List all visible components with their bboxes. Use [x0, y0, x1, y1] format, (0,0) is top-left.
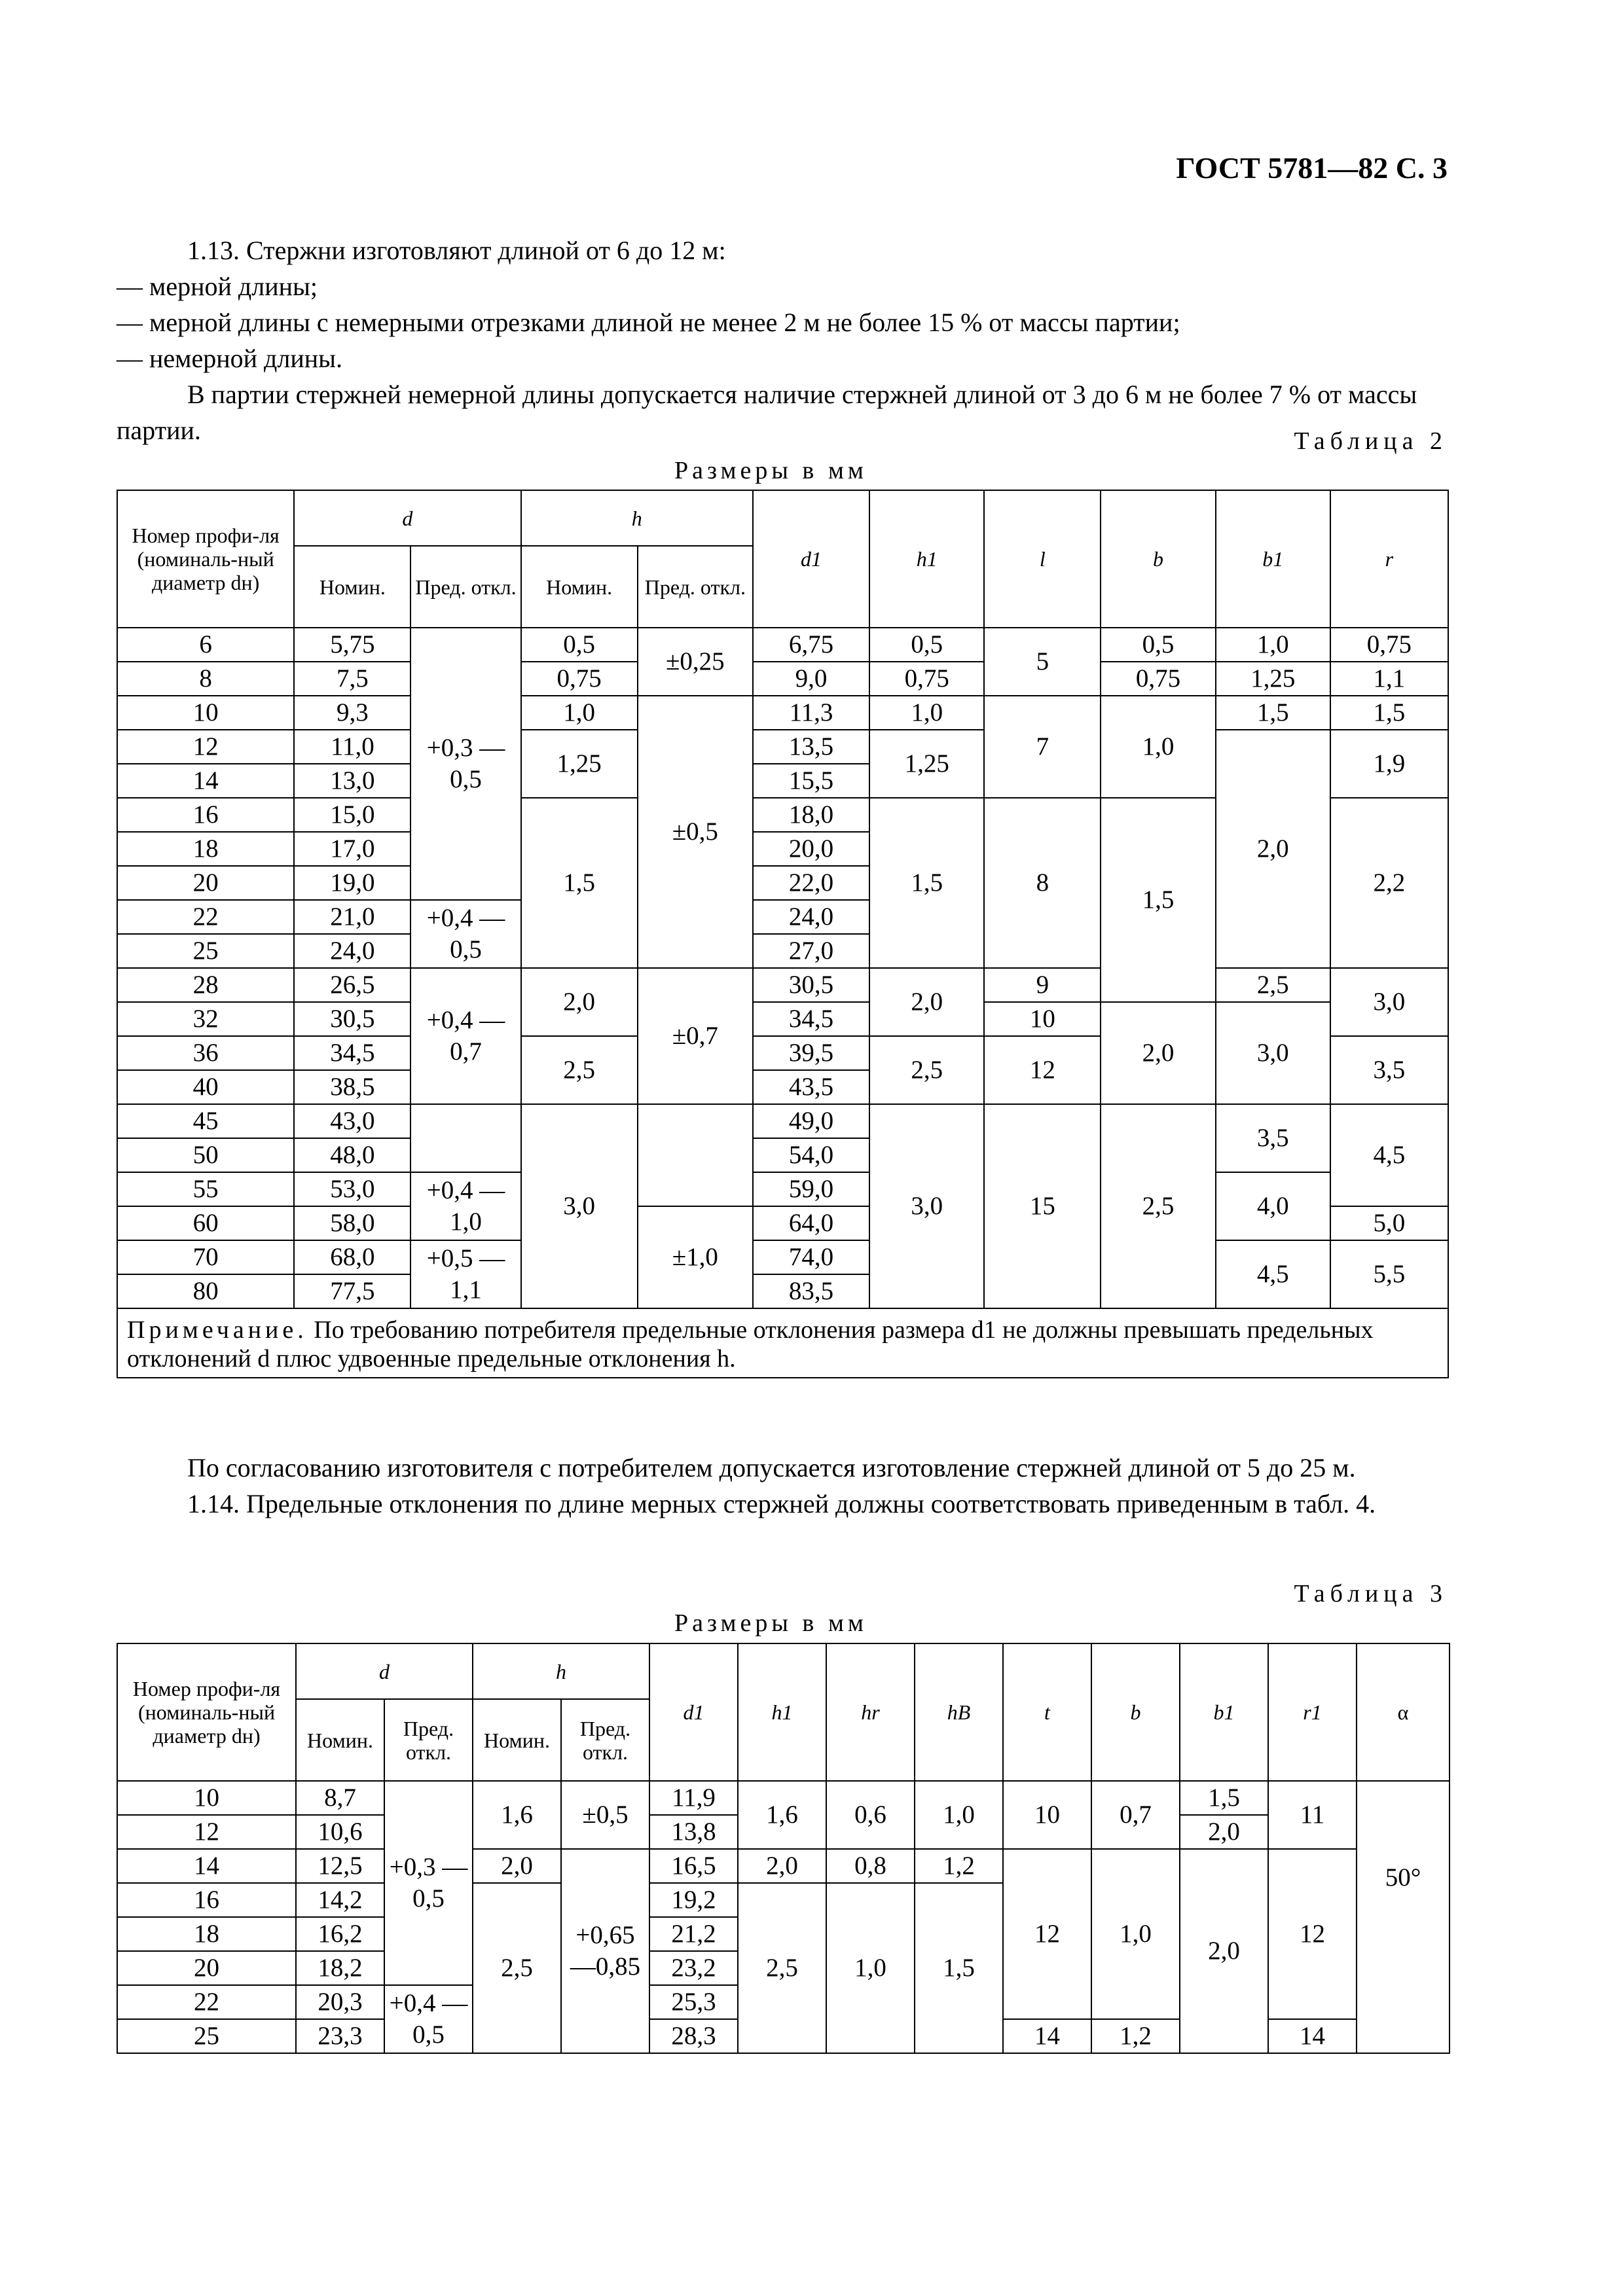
cell: 7,5	[294, 662, 410, 696]
cell: 1,0	[869, 696, 984, 730]
col-header-b1: b1	[1216, 490, 1330, 628]
cell: 22,0	[753, 866, 869, 900]
col-header-h-nom: Номин.	[473, 1699, 561, 1781]
cell: 8	[984, 798, 1101, 968]
cell: 11	[1268, 1781, 1357, 1849]
note-text: По требованию потребителя предельные отклонения размера d1 не должны превышать предельных отклонений d плюс удвоенные предельные отклонения h.	[127, 1316, 1374, 1372]
cell: 60	[117, 1206, 294, 1240]
table3-caption: Таблица 3	[1294, 1580, 1448, 1607]
cell: ±0,5	[561, 1781, 649, 1849]
cell: 18	[117, 1917, 296, 1951]
cell: 27,0	[753, 934, 869, 968]
cell: 25,3	[649, 1985, 738, 2019]
cell: 39,5	[753, 1036, 869, 1070]
note-label: Примечание.	[127, 1316, 308, 1344]
cell: 1,0	[521, 696, 638, 730]
cell: 43,5	[753, 1070, 869, 1104]
cell: 48,0	[294, 1138, 410, 1172]
cell: 14,2	[296, 1883, 384, 1917]
cell: 1,1	[1330, 662, 1448, 696]
cell: 15	[984, 1104, 1101, 1308]
cell: 2,2	[1330, 798, 1448, 968]
cell: 12	[1268, 1849, 1357, 2019]
cell: ±0,7	[638, 968, 753, 1104]
cell: 2,5	[1216, 968, 1330, 1002]
cell: 18,2	[296, 1951, 384, 1985]
cell: 1,5	[869, 798, 984, 968]
cell: 17,0	[294, 832, 410, 866]
cell: 7	[984, 696, 1101, 798]
cell: 64,0	[753, 1206, 869, 1240]
cell: 28,3	[649, 2019, 738, 2053]
col-header-b: b	[1091, 1643, 1180, 1781]
text-block-mid	[117, 1450, 1449, 1522]
cell: 1,5	[1330, 696, 1448, 730]
cell: 55	[117, 1172, 294, 1206]
col-header-h-dev: Пред. откл.	[561, 1699, 649, 1781]
col-header-h: h	[521, 490, 753, 546]
cell: 0,7	[1091, 1781, 1180, 1849]
table-row	[117, 662, 1448, 696]
table-row	[117, 968, 1448, 1002]
cell: 8	[117, 662, 294, 696]
cell: 3,0	[869, 1104, 984, 1308]
table-row	[117, 628, 1448, 662]
cell: 18	[117, 832, 294, 866]
cell: 12	[1003, 1849, 1091, 2019]
table-row	[117, 730, 1448, 764]
cell: 26,5	[294, 968, 410, 1002]
col-header-b: b	[1101, 490, 1215, 628]
cell: 80	[117, 1274, 294, 1308]
col-header-d1: d1	[753, 490, 869, 628]
col-header-d: d	[296, 1643, 473, 1699]
paragraph: По согласованию изготовителя с потребителем допускается изготовление стержней длиной от 5 до 25 м.	[187, 1453, 1356, 1482]
cell: 23,2	[649, 1951, 738, 1985]
cell: 6,75	[753, 628, 869, 662]
cell: 1,0	[1216, 628, 1330, 662]
table2-units: Размеры в мм	[674, 457, 867, 484]
cell: ±0,25	[638, 628, 753, 696]
col-header-d-dev: Пред. откл.	[410, 546, 520, 628]
cell: 45	[117, 1104, 294, 1138]
table-2	[117, 490, 1449, 1378]
cell: 13,8	[649, 1815, 738, 1849]
cell: 4,0	[1216, 1172, 1330, 1240]
cell: 6	[117, 628, 294, 662]
cell: 0,5	[1101, 628, 1215, 662]
col-header-t: t	[1003, 1643, 1091, 1781]
cell: 10	[1003, 1781, 1091, 1849]
col-header-d: d	[294, 490, 520, 546]
cell: 2,0	[869, 968, 984, 1036]
cell: 4,5	[1330, 1104, 1448, 1206]
cell: 9,3	[294, 696, 410, 730]
col-header-d-nom: Номин.	[294, 546, 410, 628]
cell: 21,0	[294, 900, 410, 934]
col-header-b1: b1	[1180, 1643, 1268, 1781]
cell	[410, 1104, 520, 1172]
cell: 14	[117, 1849, 296, 1883]
cell: 1,0	[915, 1781, 1003, 1849]
cell: 2,0	[1101, 1002, 1215, 1104]
cell: 22	[117, 900, 294, 934]
cell: 11,9	[649, 1781, 738, 1815]
cell: ±1,0	[638, 1206, 753, 1308]
cell: 10	[117, 696, 294, 730]
col-header-r1: r1	[1268, 1643, 1357, 1781]
cell: 1,0	[826, 1883, 915, 2053]
cell: 1,2	[915, 1849, 1003, 1883]
cell: 0,8	[826, 1849, 915, 1883]
table-row	[117, 1240, 1448, 1274]
cell: +0,4 —1,0	[410, 1172, 520, 1240]
cell: 2,0	[738, 1849, 826, 1883]
cell: 1,2	[1091, 2019, 1180, 2053]
cell: 3,0	[1330, 968, 1448, 1036]
cell: 16,5	[649, 1849, 738, 1883]
cell: 10,6	[296, 1815, 384, 1849]
cell: 0,5	[869, 628, 984, 662]
cell: 1,5	[1180, 1781, 1268, 1815]
cell: 5,0	[1330, 1206, 1448, 1240]
paragraph: 1.14. Предельные отклонения по длине мерных стержней должны соответствовать приведенным в табл. 4.	[187, 1489, 1376, 1518]
cell: 30,5	[294, 1002, 410, 1036]
cell	[638, 1104, 753, 1206]
cell: 2,5	[473, 1883, 561, 2053]
cell: 5	[984, 628, 1101, 696]
cell: 49,0	[753, 1104, 869, 1138]
cell: 2,0	[1180, 1849, 1268, 2053]
col-header-h-nom: Номин.	[521, 546, 638, 628]
cell: 2,5	[521, 1036, 638, 1104]
cell: 10	[984, 1002, 1101, 1036]
paragraph: 1.13. Стержни изготовляют длиной от 6 до 12 м:	[187, 236, 726, 265]
table3-units: Размеры в мм	[674, 1609, 867, 1637]
cell: 3,0	[521, 1104, 638, 1308]
table-row	[117, 696, 1448, 730]
cell: 13,0	[294, 764, 410, 798]
cell: +0,65 —0,85	[561, 1849, 649, 2053]
cell: 2,0	[521, 968, 638, 1036]
cell: 38,5	[294, 1070, 410, 1104]
cell: 2,5	[1101, 1104, 1215, 1308]
cell: 2,0	[1180, 1815, 1268, 1849]
text-block-top	[117, 232, 1449, 448]
cell: 22	[117, 1985, 296, 2019]
cell: 0,75	[1101, 662, 1215, 696]
cell: 15,0	[294, 798, 410, 832]
table-row	[117, 1849, 1450, 1883]
cell: 34,5	[753, 1002, 869, 1036]
cell: 54,0	[753, 1138, 869, 1172]
list-item: — немерной длины.	[117, 344, 343, 373]
cell: 3,5	[1330, 1036, 1448, 1104]
page-header: ГОСТ 5781—82 С. 3	[1176, 151, 1448, 185]
cell: 43,0	[294, 1104, 410, 1138]
col-header-profile: Номер профи-ля (номиналь-ный диаметр dн)	[117, 490, 294, 628]
cell: 5,5	[1330, 1240, 1448, 1308]
cell: 25	[117, 934, 294, 968]
col-header-profile: Номер профи-ля (номиналь-ный диаметр dн)	[117, 1643, 296, 1781]
cell: 1,9	[1330, 730, 1448, 798]
cell: +0,3 —0,5	[384, 1781, 473, 1985]
cell: 16,2	[296, 1917, 384, 1951]
cell: +0,4 —0,5	[384, 1985, 473, 2053]
col-header-h-dev: Пред. откл.	[638, 546, 753, 628]
cell: 0,5	[521, 628, 638, 662]
cell: 3,0	[1216, 1002, 1330, 1104]
cell: 14	[1268, 2019, 1357, 2053]
cell: 34,5	[294, 1036, 410, 1070]
cell: 13,5	[753, 730, 869, 764]
cell: 8,7	[296, 1781, 384, 1815]
cell: +0,4 —0,5	[410, 900, 520, 968]
table-row	[117, 1002, 1448, 1036]
cell: 28	[117, 968, 294, 1002]
cell: 14	[117, 764, 294, 798]
list-item: — мерной длины с немерными отрезками длиной не менее 2 м не более 15 % от массы партии;	[117, 308, 1180, 337]
cell: 1,6	[738, 1781, 826, 1849]
cell: 25	[117, 2019, 296, 2053]
cell: 20	[117, 1951, 296, 1985]
table-row	[117, 1172, 1448, 1206]
cell: 50°	[1357, 1781, 1450, 2053]
cell: 19,0	[294, 866, 410, 900]
cell: +0,5 —1,1	[410, 1240, 520, 1308]
cell: 53,0	[294, 1172, 410, 1206]
cell: 1,6	[473, 1781, 561, 1849]
table-row	[117, 1781, 1450, 1815]
cell: 24,0	[753, 900, 869, 934]
cell: 0,75	[869, 662, 984, 696]
col-header-l: l	[984, 490, 1101, 628]
cell: 74,0	[753, 1240, 869, 1274]
col-header-h: h	[473, 1643, 649, 1699]
cell: 50	[117, 1138, 294, 1172]
cell: 14	[1003, 2019, 1091, 2053]
cell: 1,25	[869, 730, 984, 798]
cell: +0,3 —0,5	[410, 628, 520, 900]
cell: 77,5	[294, 1274, 410, 1308]
cell: 0,75	[1330, 628, 1448, 662]
cell: 83,5	[753, 1274, 869, 1308]
cell: 1,5	[1216, 696, 1330, 730]
cell: 12	[117, 1815, 296, 1849]
col-header-r: r	[1330, 490, 1448, 628]
cell: 12	[117, 730, 294, 764]
cell: 5,75	[294, 628, 410, 662]
col-header-alpha: α	[1357, 1643, 1450, 1781]
col-header-hb: hB	[915, 1643, 1003, 1781]
cell: 1,25	[1216, 662, 1330, 696]
col-header-h1: h1	[738, 1643, 826, 1781]
cell: 20,0	[753, 832, 869, 866]
cell: 1,0	[1091, 1849, 1180, 2019]
cell: 0,75	[521, 662, 638, 696]
cell: 1,5	[915, 1883, 1003, 2053]
cell: 10	[117, 1781, 296, 1815]
cell: 21,2	[649, 1917, 738, 1951]
col-header-d-dev: Пред. откл.	[384, 1699, 473, 1781]
cell: 20	[117, 866, 294, 900]
cell: ±0,5	[638, 696, 753, 968]
table2-caption: Таблица 2	[1294, 427, 1448, 455]
cell: 9,0	[753, 662, 869, 696]
col-header-d-nom: Номин.	[296, 1699, 384, 1781]
col-header-d1: d1	[649, 1643, 738, 1781]
cell: 11,0	[294, 730, 410, 764]
table-row	[117, 1104, 1448, 1138]
cell: 11,3	[753, 696, 869, 730]
cell: 9	[984, 968, 1101, 1002]
cell: 16	[117, 798, 294, 832]
paragraph: В партии стержней немерной длины допускается наличие стержней длиной от 3 до 6 м не более 7 % от массы партии.	[117, 380, 1417, 445]
cell: 15,5	[753, 764, 869, 798]
cell: 68,0	[294, 1240, 410, 1274]
cell: 2,0	[1216, 730, 1330, 968]
cell: 12	[984, 1036, 1101, 1104]
cell: 40	[117, 1070, 294, 1104]
cell: 70	[117, 1240, 294, 1274]
table-3	[117, 1643, 1450, 2054]
cell: 20,3	[296, 1985, 384, 2019]
cell: 1,0	[1101, 696, 1215, 798]
cell: 32	[117, 1002, 294, 1036]
cell: 2,0	[473, 1849, 561, 1883]
cell: 36	[117, 1036, 294, 1070]
cell: 59,0	[753, 1172, 869, 1206]
cell: 18,0	[753, 798, 869, 832]
cell: 58,0	[294, 1206, 410, 1240]
cell: 0,6	[826, 1781, 915, 1849]
cell: 16	[117, 1883, 296, 1917]
cell: 24,0	[294, 934, 410, 968]
list-item: — мерной длины;	[117, 272, 318, 301]
cell: 1,5	[521, 798, 638, 968]
cell: 4,5	[1216, 1240, 1330, 1308]
col-header-h1: h1	[869, 490, 984, 628]
col-header-hr: hr	[826, 1643, 915, 1781]
cell: +0,4 —0,7	[410, 968, 520, 1104]
cell: 2,5	[738, 1883, 826, 2053]
table2-note	[117, 1308, 1448, 1378]
cell: 23,3	[296, 2019, 384, 2053]
cell: 2,5	[869, 1036, 984, 1104]
cell: 1,25	[521, 730, 638, 798]
cell: 1,5	[1101, 798, 1215, 1002]
cell: 3,5	[1216, 1104, 1330, 1172]
cell: 19,2	[649, 1883, 738, 1917]
cell: 12,5	[296, 1849, 384, 1883]
cell: 30,5	[753, 968, 869, 1002]
